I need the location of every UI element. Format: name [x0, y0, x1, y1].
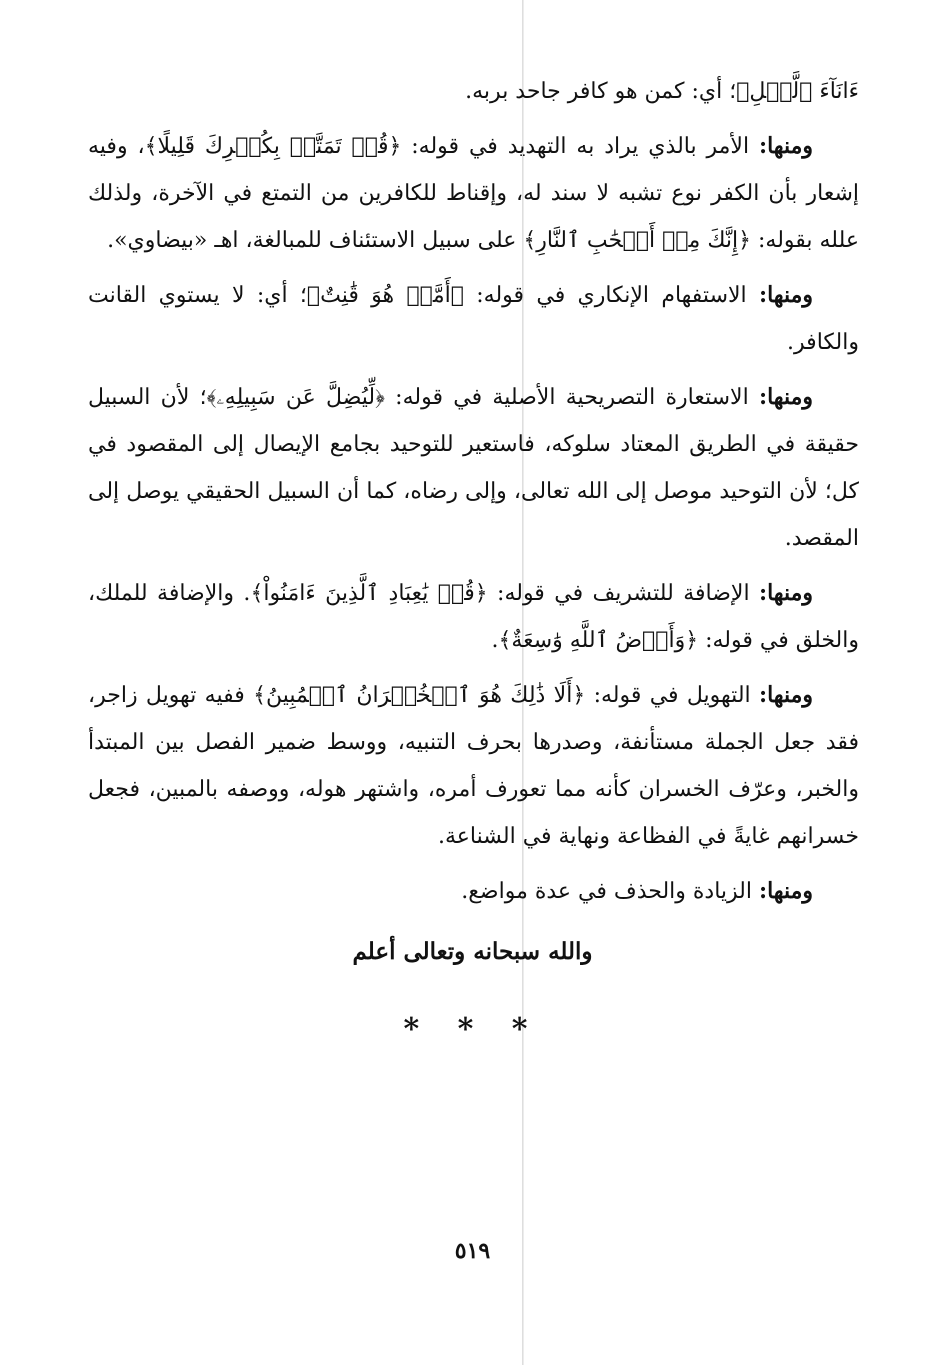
paragraph-text: ؛ أي: لا يستوي القانت والكافر. [88, 283, 859, 355]
paragraph-4 [88, 374, 859, 562]
paragraph-text: الإضافة للتشريف في قوله: [487, 581, 759, 606]
body-text [88, 68, 859, 923]
paragraph-lead: ومنها: [758, 282, 813, 308]
paragraph-text: الزيادة والحذف في عدة مواضع. [461, 879, 759, 904]
quran-verse: ﴿لِّيُضِلَّ عَن سَبِيلِهِۦ﴾ [206, 385, 385, 410]
page-number: ٥١٩ [454, 1238, 491, 1264]
quran-verse: ﴿أَلَا ذَٰلِكَ هُوَ ٱلۡخُسۡرَانُ ٱلۡمُبِينُ﴾ [253, 683, 586, 708]
paragraph-text: ، وفيه إشعار بأن الكفر نوع تشبه لا سند له، وإقناط للكافرين من التمتع في الآخرة، ولذلك علله بقوله: ﴿إِنَّكَ مِنۡ أَصۡحَٰبِ ٱلنَّارِ﴾ على سبيل الاستئناف للمبالغة، اهـ «بيضاوي». [88, 134, 859, 253]
quran-verse: ﴿قُلۡ يَٰعِبَادِ ٱلَّذِينَ ءَامَنُواْ﴾ [250, 581, 488, 606]
paragraph-lead: ومنها: [758, 682, 813, 708]
paragraph-text: الاستفهام الإنكاري في قوله: [463, 283, 759, 308]
closing-phrase: والله سبحانه وتعالى أعلم [352, 938, 593, 965]
quran-verse: ﴿قُلۡ تَمَتَّعۡ بِكُفۡرِكَ قَلِيلًا﴾ [144, 134, 402, 159]
paragraph-lead: ومنها: [758, 580, 813, 606]
paragraph-lead: ومنها: [758, 878, 813, 904]
paragraph-6 [88, 672, 859, 860]
paragraph-text: . والإضافة للملك، والخلق في قوله: ﴿وَأَرۡضُ ٱللَّهِ وَٰسِعَةٌ﴾. [88, 581, 859, 653]
paragraph-7 [88, 868, 859, 915]
paragraph-2 [88, 123, 859, 264]
paragraph-1 [88, 68, 859, 115]
paragraph-lead: ومنها: [758, 133, 813, 159]
paragraph-text: ؛ لأن السبيل حقيقة في الطريق المعتاد سلوكه، فاستعير للتوحيد بجامع الإيصال إلى المقصود في كل؛ لأن التوحيد موصل إلى الله تعالى، وإلى رضاه، كما أن السبيل الحقيقي يوصل إلى المقصد. [88, 385, 859, 551]
paragraph-text: الاستعارة التصريحية الأصلية في قوله: [384, 385, 759, 410]
paragraph-text: ؛ أي: كمن هو كافر جاحد بربه. [465, 79, 737, 104]
quran-verse: ﴿أَمَّنۡ هُوَ قَٰنِتٌ﴾ [306, 283, 464, 308]
paragraph-text: التهويل في قوله: [585, 683, 759, 708]
quran-verse: ءَانَآءَ ٱلَّيۡلِ﴾ [736, 79, 859, 104]
paragraph-text: الأمر بالذي يراد به التهديد في قوله: [401, 134, 759, 159]
paragraph-5 [88, 570, 859, 664]
paragraph-lead: ومنها: [758, 384, 813, 410]
section-separator: * * * [403, 1012, 542, 1047]
paragraph-3 [88, 272, 859, 366]
paragraph-text: ففيه تهويل زاجر، فقد جعل الجملة مستأنفة، وصدرها بحرف التنبيه، ووسط ضمير الفصل بين المبتدأ والخبر، وعرّف الخسران كأنه مما تعورف أمره، واشتهر هوله، ووصفه بالمبين، فجعل خسرانهم غايةً في الفظاعة ونهاية في الشناعة. [88, 683, 859, 849]
